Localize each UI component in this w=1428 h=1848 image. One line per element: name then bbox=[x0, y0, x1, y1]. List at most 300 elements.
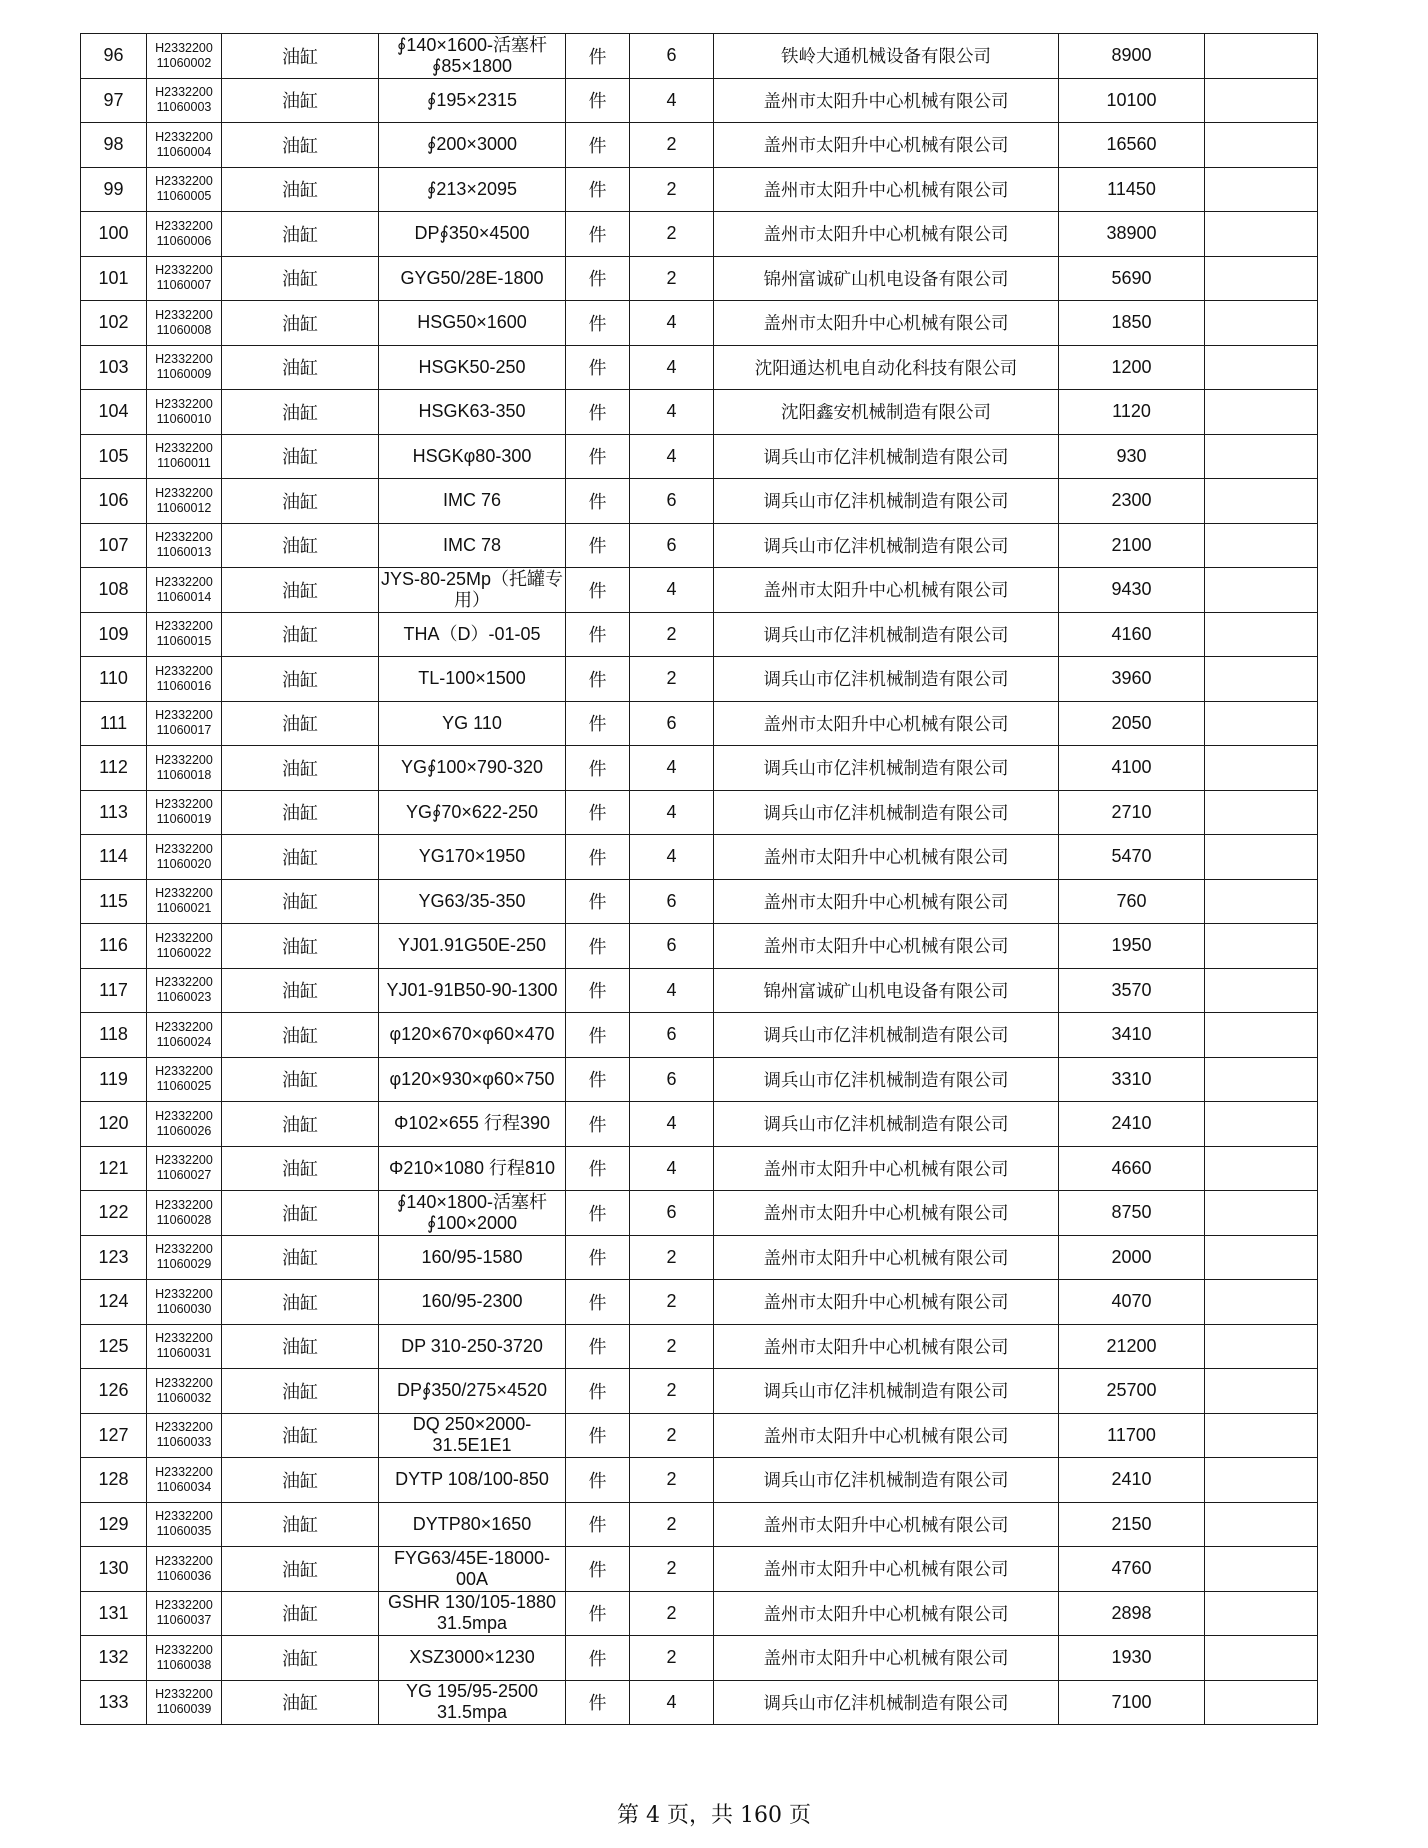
item-name-cell: 油缸 bbox=[222, 34, 379, 79]
item-name-cell: 油缸 bbox=[222, 523, 379, 568]
item-code-line-2: 11060004 bbox=[156, 144, 212, 159]
item-code-cell bbox=[147, 1235, 222, 1280]
supplier-cell: 锦州富诚矿山机电设备有限公司 bbox=[714, 256, 1059, 301]
unit-cell: 件 bbox=[566, 1013, 630, 1058]
supplier-cell: 调兵山市亿沣机械制造有限公司 bbox=[714, 434, 1059, 479]
supplier-cell: 盖州市太阳升中心机械有限公司 bbox=[714, 1636, 1059, 1681]
spec-cell: YG63/35-350 bbox=[379, 879, 566, 924]
item-code-line-1: H2332200 bbox=[155, 663, 213, 678]
table-row bbox=[81, 1591, 1318, 1636]
spec-cell: ∮200×3000 bbox=[379, 123, 566, 168]
supplier-cell: 调兵山市亿沣机械制造有限公司 bbox=[714, 1057, 1059, 1102]
price-cell: 38900 bbox=[1059, 212, 1205, 257]
item-name-cell: 油缸 bbox=[222, 879, 379, 924]
spec-cell: IMC 78 bbox=[379, 523, 566, 568]
price-cell: 760 bbox=[1059, 879, 1205, 924]
note-cell bbox=[1205, 1680, 1318, 1725]
item-code-line-2: 11060019 bbox=[156, 812, 212, 827]
price-cell: 1200 bbox=[1059, 345, 1205, 390]
item-code-line-2: 11060026 bbox=[156, 1123, 212, 1138]
supplier-cell: 盖州市太阳升中心机械有限公司 bbox=[714, 879, 1059, 924]
unit-cell: 件 bbox=[566, 167, 630, 212]
note-cell bbox=[1205, 924, 1318, 969]
table-row bbox=[81, 523, 1318, 568]
item-code-line-2: 11060036 bbox=[156, 1568, 212, 1583]
supplier-cell: 调兵山市亿沣机械制造有限公司 bbox=[714, 1013, 1059, 1058]
spec-cell: YJ01.91G50E-250 bbox=[379, 924, 566, 969]
item-code-line-2: 11060006 bbox=[156, 233, 212, 248]
table-row bbox=[81, 568, 1318, 613]
item-code-line-1: H2332200 bbox=[155, 485, 213, 500]
item-code-line-2: 11060039 bbox=[156, 1702, 212, 1717]
row-number-cell: 127 bbox=[81, 1413, 147, 1458]
item-code-cell bbox=[147, 1057, 222, 1102]
item-code-line-2: 11060012 bbox=[156, 500, 212, 515]
item-code-line-1: H2332200 bbox=[155, 40, 213, 55]
item-name-cell: 油缸 bbox=[222, 434, 379, 479]
unit-cell: 件 bbox=[566, 1591, 630, 1636]
item-name-cell: 油缸 bbox=[222, 1458, 379, 1503]
item-code-line-2: 11060021 bbox=[156, 901, 212, 916]
item-name-cell: 油缸 bbox=[222, 1102, 379, 1147]
item-code-cell bbox=[147, 1547, 222, 1592]
price-cell: 3960 bbox=[1059, 657, 1205, 702]
table-row bbox=[81, 167, 1318, 212]
quantity-cell: 6 bbox=[630, 479, 714, 524]
supplier-cell: 盖州市太阳升中心机械有限公司 bbox=[714, 212, 1059, 257]
table-row bbox=[81, 835, 1318, 880]
item-code-cell bbox=[147, 212, 222, 257]
note-cell bbox=[1205, 612, 1318, 657]
item-code-cell bbox=[147, 1502, 222, 1547]
quantity-cell: 2 bbox=[630, 657, 714, 702]
quantity-cell: 6 bbox=[630, 523, 714, 568]
price-cell: 1120 bbox=[1059, 390, 1205, 435]
quantity-cell: 4 bbox=[630, 78, 714, 123]
item-code-line-2: 11060017 bbox=[156, 723, 212, 738]
item-name-cell: 油缸 bbox=[222, 790, 379, 835]
quantity-cell: 6 bbox=[630, 924, 714, 969]
item-code-line-1: H2332200 bbox=[155, 1153, 213, 1168]
row-number-cell: 112 bbox=[81, 746, 147, 791]
quantity-cell: 6 bbox=[630, 34, 714, 79]
quantity-cell: 4 bbox=[630, 1146, 714, 1191]
note-cell bbox=[1205, 1591, 1318, 1636]
item-code-cell bbox=[147, 390, 222, 435]
spec-cell: YG∮70×622-250 bbox=[379, 790, 566, 835]
table-row bbox=[81, 212, 1318, 257]
spec-cell: TL-100×1500 bbox=[379, 657, 566, 702]
item-name-cell: 油缸 bbox=[222, 390, 379, 435]
unit-cell: 件 bbox=[566, 301, 630, 346]
quantity-cell: 2 bbox=[630, 1280, 714, 1325]
quantity-cell: 2 bbox=[630, 1502, 714, 1547]
item-code-cell bbox=[147, 523, 222, 568]
quantity-cell: 4 bbox=[630, 835, 714, 880]
spec-cell: ∮195×2315 bbox=[379, 78, 566, 123]
quantity-cell: 6 bbox=[630, 1057, 714, 1102]
item-code-cell bbox=[147, 1413, 222, 1458]
supplier-cell: 盖州市太阳升中心机械有限公司 bbox=[714, 1547, 1059, 1592]
item-code-line-2: 11060013 bbox=[156, 545, 212, 560]
unit-cell: 件 bbox=[566, 523, 630, 568]
quantity-cell: 6 bbox=[630, 1013, 714, 1058]
price-cell: 25700 bbox=[1059, 1369, 1205, 1414]
unit-cell: 件 bbox=[566, 1146, 630, 1191]
item-code-line-1: H2332200 bbox=[155, 930, 213, 945]
quantity-cell: 2 bbox=[630, 1458, 714, 1503]
note-cell bbox=[1205, 212, 1318, 257]
unit-cell: 件 bbox=[566, 1680, 630, 1725]
item-code-line-1: H2332200 bbox=[155, 396, 213, 411]
item-code-line-1: H2332200 bbox=[155, 1464, 213, 1479]
table-row bbox=[81, 1057, 1318, 1102]
note-cell bbox=[1205, 1235, 1318, 1280]
item-code-line-2: 11060038 bbox=[156, 1657, 212, 1672]
unit-cell: 件 bbox=[566, 123, 630, 168]
unit-cell: 件 bbox=[566, 835, 630, 880]
item-code-cell bbox=[147, 1280, 222, 1325]
quantity-cell: 2 bbox=[630, 1324, 714, 1369]
table-row bbox=[81, 1280, 1318, 1325]
unit-cell: 件 bbox=[566, 1369, 630, 1414]
item-code-line-2: 11060008 bbox=[156, 322, 212, 337]
supplier-cell: 调兵山市亿沣机械制造有限公司 bbox=[714, 612, 1059, 657]
item-code-line-1: H2332200 bbox=[155, 1375, 213, 1390]
row-number-cell: 129 bbox=[81, 1502, 147, 1547]
row-number-cell: 125 bbox=[81, 1324, 147, 1369]
row-number-cell: 115 bbox=[81, 879, 147, 924]
item-code-cell bbox=[147, 1146, 222, 1191]
item-code-line-1: H2332200 bbox=[155, 841, 213, 856]
unit-cell: 件 bbox=[566, 434, 630, 479]
table-row bbox=[81, 746, 1318, 791]
price-cell: 2710 bbox=[1059, 790, 1205, 835]
item-name-cell: 油缸 bbox=[222, 1324, 379, 1369]
item-name-cell: 油缸 bbox=[222, 1502, 379, 1547]
spec-cell: YG∮100×790-320 bbox=[379, 746, 566, 791]
note-cell bbox=[1205, 523, 1318, 568]
spec-cell: φ120×670×φ60×470 bbox=[379, 1013, 566, 1058]
item-name-cell: 油缸 bbox=[222, 612, 379, 657]
row-number-cell: 103 bbox=[81, 345, 147, 390]
table-row bbox=[81, 256, 1318, 301]
item-code-line-1: H2332200 bbox=[155, 797, 213, 812]
item-name-cell: 油缸 bbox=[222, 167, 379, 212]
supplier-cell: 盖州市太阳升中心机械有限公司 bbox=[714, 924, 1059, 969]
item-code-line-2: 11060018 bbox=[156, 767, 212, 782]
supplier-cell: 盖州市太阳升中心机械有限公司 bbox=[714, 1235, 1059, 1280]
row-number-cell: 96 bbox=[81, 34, 147, 79]
quantity-cell: 2 bbox=[630, 1369, 714, 1414]
quantity-cell: 6 bbox=[630, 879, 714, 924]
table-row bbox=[81, 924, 1318, 969]
table-row bbox=[81, 1636, 1318, 1681]
note-cell bbox=[1205, 701, 1318, 746]
note-cell bbox=[1205, 1502, 1318, 1547]
item-code-cell bbox=[147, 256, 222, 301]
spec-cell: HSG50×1600 bbox=[379, 301, 566, 346]
unit-cell: 件 bbox=[566, 1102, 630, 1147]
note-cell bbox=[1205, 1013, 1318, 1058]
spec-cell: DP∮350/275×4520 bbox=[379, 1369, 566, 1414]
item-name-cell: 油缸 bbox=[222, 123, 379, 168]
item-code-cell bbox=[147, 479, 222, 524]
supplier-cell: 调兵山市亿沣机械制造有限公司 bbox=[714, 1680, 1059, 1725]
spec-cell: YG 195/95-2500 31.5mpa bbox=[379, 1680, 566, 1725]
spec-cell: 160/95-2300 bbox=[379, 1280, 566, 1325]
supplier-cell: 沈阳通达机电自动化科技有限公司 bbox=[714, 345, 1059, 390]
price-cell: 1850 bbox=[1059, 301, 1205, 346]
row-number-cell: 107 bbox=[81, 523, 147, 568]
table-row bbox=[81, 790, 1318, 835]
row-number-cell: 98 bbox=[81, 123, 147, 168]
item-code-line-1: H2332200 bbox=[155, 1242, 213, 1257]
item-code-line-1: H2332200 bbox=[155, 1197, 213, 1212]
item-code-line-1: H2332200 bbox=[155, 530, 213, 545]
item-name-cell: 油缸 bbox=[222, 657, 379, 702]
spec-cell: YJ01-91B50-90-1300 bbox=[379, 968, 566, 1013]
table-row bbox=[81, 968, 1318, 1013]
price-cell: 3570 bbox=[1059, 968, 1205, 1013]
table-row bbox=[81, 1102, 1318, 1147]
item-name-cell: 油缸 bbox=[222, 1413, 379, 1458]
item-name-cell: 油缸 bbox=[222, 301, 379, 346]
row-number-cell: 101 bbox=[81, 256, 147, 301]
price-cell: 2410 bbox=[1059, 1458, 1205, 1503]
note-cell bbox=[1205, 1057, 1318, 1102]
note-cell bbox=[1205, 1458, 1318, 1503]
item-name-cell: 油缸 bbox=[222, 968, 379, 1013]
table-row bbox=[81, 1413, 1318, 1458]
item-code-line-1: H2332200 bbox=[155, 307, 213, 322]
supplier-cell: 盖州市太阳升中心机械有限公司 bbox=[714, 1591, 1059, 1636]
price-cell: 16560 bbox=[1059, 123, 1205, 168]
supplier-cell: 盖州市太阳升中心机械有限公司 bbox=[714, 701, 1059, 746]
note-cell bbox=[1205, 167, 1318, 212]
quantity-cell: 4 bbox=[630, 1680, 714, 1725]
item-code-line-1: H2332200 bbox=[155, 85, 213, 100]
spec-cell: DP 310-250-3720 bbox=[379, 1324, 566, 1369]
item-name-cell: 油缸 bbox=[222, 924, 379, 969]
row-number-cell: 121 bbox=[81, 1146, 147, 1191]
item-code-line-1: H2332200 bbox=[155, 752, 213, 767]
table-row bbox=[81, 1680, 1318, 1725]
price-cell: 7100 bbox=[1059, 1680, 1205, 1725]
supplier-cell: 沈阳鑫安机械制造有限公司 bbox=[714, 390, 1059, 435]
table-row bbox=[81, 390, 1318, 435]
unit-cell: 件 bbox=[566, 1324, 630, 1369]
item-code-line-1: H2332200 bbox=[155, 886, 213, 901]
item-code-line-2: 11060034 bbox=[156, 1479, 212, 1494]
item-code-line-1: H2332200 bbox=[155, 352, 213, 367]
quantity-cell: 4 bbox=[630, 434, 714, 479]
item-code-line-2: 11060009 bbox=[156, 367, 212, 382]
quantity-cell: 2 bbox=[630, 212, 714, 257]
note-cell bbox=[1205, 1102, 1318, 1147]
table-row bbox=[81, 123, 1318, 168]
supplier-cell: 盖州市太阳升中心机械有限公司 bbox=[714, 301, 1059, 346]
unit-cell: 件 bbox=[566, 78, 630, 123]
item-code-line-2: 11060037 bbox=[156, 1613, 212, 1628]
item-name-cell: 油缸 bbox=[222, 479, 379, 524]
item-code-line-1: H2332200 bbox=[155, 1598, 213, 1613]
note-cell bbox=[1205, 835, 1318, 880]
supplier-cell: 盖州市太阳升中心机械有限公司 bbox=[714, 1413, 1059, 1458]
item-code-line-1: H2332200 bbox=[155, 1286, 213, 1301]
row-number-cell: 104 bbox=[81, 390, 147, 435]
item-name-cell: 油缸 bbox=[222, 1369, 379, 1414]
spec-cell: GYG50/28E-1800 bbox=[379, 256, 566, 301]
item-code-cell bbox=[147, 612, 222, 657]
table-row bbox=[81, 1191, 1318, 1236]
supplier-cell: 调兵山市亿沣机械制造有限公司 bbox=[714, 479, 1059, 524]
table-row bbox=[81, 701, 1318, 746]
note-cell bbox=[1205, 1324, 1318, 1369]
price-cell: 21200 bbox=[1059, 1324, 1205, 1369]
item-code-line-1: H2332200 bbox=[155, 174, 213, 189]
spec-cell: IMC 76 bbox=[379, 479, 566, 524]
price-cell: 4100 bbox=[1059, 746, 1205, 791]
item-name-cell: 油缸 bbox=[222, 78, 379, 123]
spec-cell: Φ210×1080 行程810 bbox=[379, 1146, 566, 1191]
note-cell bbox=[1205, 479, 1318, 524]
item-code-cell bbox=[147, 1191, 222, 1236]
unit-cell: 件 bbox=[566, 790, 630, 835]
item-code-line-2: 11060032 bbox=[156, 1390, 212, 1405]
spec-cell: ∮140×1600-活塞杆∮85×1800 bbox=[379, 34, 566, 79]
supplier-cell: 盖州市太阳升中心机械有限公司 bbox=[714, 167, 1059, 212]
quantity-cell: 2 bbox=[630, 612, 714, 657]
supplier-cell: 盖州市太阳升中心机械有限公司 bbox=[714, 1146, 1059, 1191]
spec-cell: GSHR 130/105-1880 31.5mpa bbox=[379, 1591, 566, 1636]
spec-cell: YG 110 bbox=[379, 701, 566, 746]
item-code-cell bbox=[147, 1102, 222, 1147]
item-name-cell: 油缸 bbox=[222, 701, 379, 746]
unit-cell: 件 bbox=[566, 34, 630, 79]
unit-cell: 件 bbox=[566, 1191, 630, 1236]
item-code-line-1: H2332200 bbox=[155, 1019, 213, 1034]
item-code-line-2: 11060007 bbox=[156, 278, 212, 293]
item-code-cell bbox=[147, 568, 222, 613]
item-code-line-1: H2332200 bbox=[155, 708, 213, 723]
unit-cell: 件 bbox=[566, 879, 630, 924]
price-cell: 1930 bbox=[1059, 1636, 1205, 1681]
supplier-cell: 盖州市太阳升中心机械有限公司 bbox=[714, 568, 1059, 613]
supplier-cell: 调兵山市亿沣机械制造有限公司 bbox=[714, 1458, 1059, 1503]
note-cell bbox=[1205, 1280, 1318, 1325]
note-cell bbox=[1205, 390, 1318, 435]
supplier-cell: 锦州富诚矿山机电设备有限公司 bbox=[714, 968, 1059, 1013]
supplier-cell: 盖州市太阳升中心机械有限公司 bbox=[714, 1502, 1059, 1547]
quantity-cell: 2 bbox=[630, 167, 714, 212]
price-cell: 10100 bbox=[1059, 78, 1205, 123]
unit-cell: 件 bbox=[566, 345, 630, 390]
row-number-cell: 118 bbox=[81, 1013, 147, 1058]
row-number-cell: 110 bbox=[81, 657, 147, 702]
table-row bbox=[81, 34, 1318, 79]
item-code-line-1: H2332200 bbox=[155, 1509, 213, 1524]
unit-cell: 件 bbox=[566, 968, 630, 1013]
item-code-cell bbox=[147, 167, 222, 212]
item-name-cell: 油缸 bbox=[222, 1057, 379, 1102]
quantity-cell: 6 bbox=[630, 701, 714, 746]
item-code-cell bbox=[147, 345, 222, 390]
quantity-cell: 4 bbox=[630, 390, 714, 435]
unit-cell: 件 bbox=[566, 390, 630, 435]
quantity-cell: 4 bbox=[630, 968, 714, 1013]
parts-table bbox=[80, 33, 1318, 1725]
unit-cell: 件 bbox=[566, 256, 630, 301]
price-cell: 2150 bbox=[1059, 1502, 1205, 1547]
item-code-line-1: H2332200 bbox=[155, 218, 213, 233]
price-cell: 2100 bbox=[1059, 523, 1205, 568]
price-cell: 2050 bbox=[1059, 701, 1205, 746]
spec-cell: HSGK63-350 bbox=[379, 390, 566, 435]
price-cell: 8750 bbox=[1059, 1191, 1205, 1236]
table-body bbox=[81, 34, 1318, 1725]
unit-cell: 件 bbox=[566, 701, 630, 746]
item-code-cell bbox=[147, 1013, 222, 1058]
item-code-cell bbox=[147, 701, 222, 746]
item-code-cell bbox=[147, 835, 222, 880]
item-code-line-2: 11060020 bbox=[156, 856, 212, 871]
price-cell: 2000 bbox=[1059, 1235, 1205, 1280]
unit-cell: 件 bbox=[566, 1502, 630, 1547]
unit-cell: 件 bbox=[566, 746, 630, 791]
price-cell: 4760 bbox=[1059, 1547, 1205, 1592]
item-name-cell: 油缸 bbox=[222, 1636, 379, 1681]
note-cell bbox=[1205, 790, 1318, 835]
row-number-cell: 106 bbox=[81, 479, 147, 524]
row-number-cell: 114 bbox=[81, 835, 147, 880]
unit-cell: 件 bbox=[566, 212, 630, 257]
table-row bbox=[81, 1235, 1318, 1280]
item-code-cell bbox=[147, 924, 222, 969]
table-row bbox=[81, 657, 1318, 702]
row-number-cell: 97 bbox=[81, 78, 147, 123]
item-code-cell bbox=[147, 879, 222, 924]
unit-cell: 件 bbox=[566, 1280, 630, 1325]
note-cell bbox=[1205, 968, 1318, 1013]
quantity-cell: 4 bbox=[630, 790, 714, 835]
row-number-cell: 102 bbox=[81, 301, 147, 346]
item-code-cell bbox=[147, 78, 222, 123]
spec-cell: DQ 250×2000-31.5E1E1 bbox=[379, 1413, 566, 1458]
table-row bbox=[81, 1369, 1318, 1414]
spec-cell: DYTP80×1650 bbox=[379, 1502, 566, 1547]
quantity-cell: 2 bbox=[630, 1547, 714, 1592]
table-row bbox=[81, 1013, 1318, 1058]
table-row bbox=[81, 612, 1318, 657]
item-code-line-2: 11060010 bbox=[156, 411, 212, 426]
note-cell bbox=[1205, 78, 1318, 123]
quantity-cell: 2 bbox=[630, 1413, 714, 1458]
supplier-cell: 盖州市太阳升中心机械有限公司 bbox=[714, 123, 1059, 168]
row-number-cell: 131 bbox=[81, 1591, 147, 1636]
item-code-cell bbox=[147, 790, 222, 835]
item-code-line-2: 11060023 bbox=[156, 990, 212, 1005]
item-code-line-2: 11060016 bbox=[156, 678, 212, 693]
price-cell: 8900 bbox=[1059, 34, 1205, 79]
item-name-cell: 油缸 bbox=[222, 1280, 379, 1325]
row-number-cell: 130 bbox=[81, 1547, 147, 1592]
note-cell bbox=[1205, 657, 1318, 702]
quantity-cell: 2 bbox=[630, 1591, 714, 1636]
quantity-cell: 4 bbox=[630, 345, 714, 390]
table-row bbox=[81, 479, 1318, 524]
spec-cell: DYTP 108/100-850 bbox=[379, 1458, 566, 1503]
